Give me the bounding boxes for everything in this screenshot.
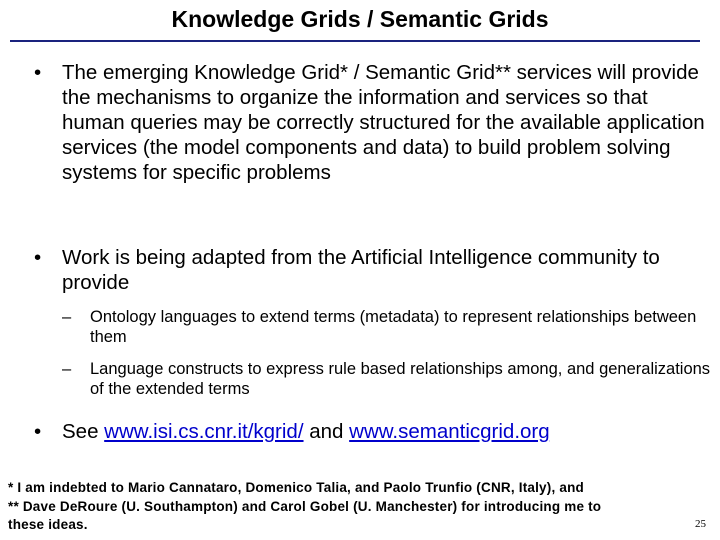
page-number: 25 [695, 518, 706, 530]
sub-text: Ontology languages to extend terms (metadata) to represent relationships between them [90, 308, 697, 346]
bullet-text: The emerging Knowledge Grid* / Semantic Grid** services will provide the mechanisms to organize the information and services so that human queries may be correctly structured for the available application services (the model components and data) to build problem solving systems for specific problems [62, 61, 705, 184]
footnote-line: * I am indebted to Mario Cannataro, Domenico Talia, and Paolo Trunfio (CNR, Italy), and [8, 480, 584, 495]
footnote [8, 479, 698, 535]
bullet-marker: • [34, 61, 42, 84]
kgrid-link[interactable]: www.isi.cs.cnr.it/kgrid/ [104, 420, 304, 443]
bullet-text [62, 419, 708, 444]
and-text: and [303, 420, 350, 443]
sub-marker: – [62, 308, 72, 326]
see-prefix: See [62, 420, 105, 443]
bullet-text: Work is being adapted from the Artificial Intelligence community to provide [62, 246, 660, 294]
title-divider [10, 40, 700, 42]
bullet-marker: • [34, 420, 42, 443]
footnote-line: these ideas. [8, 517, 88, 532]
sub-marker: – [62, 360, 72, 378]
bullet-marker: • [34, 246, 42, 269]
sub-text: Language constructs to express rule based relationships among, and generalizations of the extended terms [90, 360, 711, 398]
semanticgrid-link[interactable]: www.semanticgrid.org [349, 420, 550, 443]
footnote-line: ** Dave DeRoure (U. Southampton) and Carol Gobel (U. Manchester) for introducing me to [8, 498, 602, 514]
page-title: Knowledge Grids / Semantic Grids [171, 6, 549, 32]
